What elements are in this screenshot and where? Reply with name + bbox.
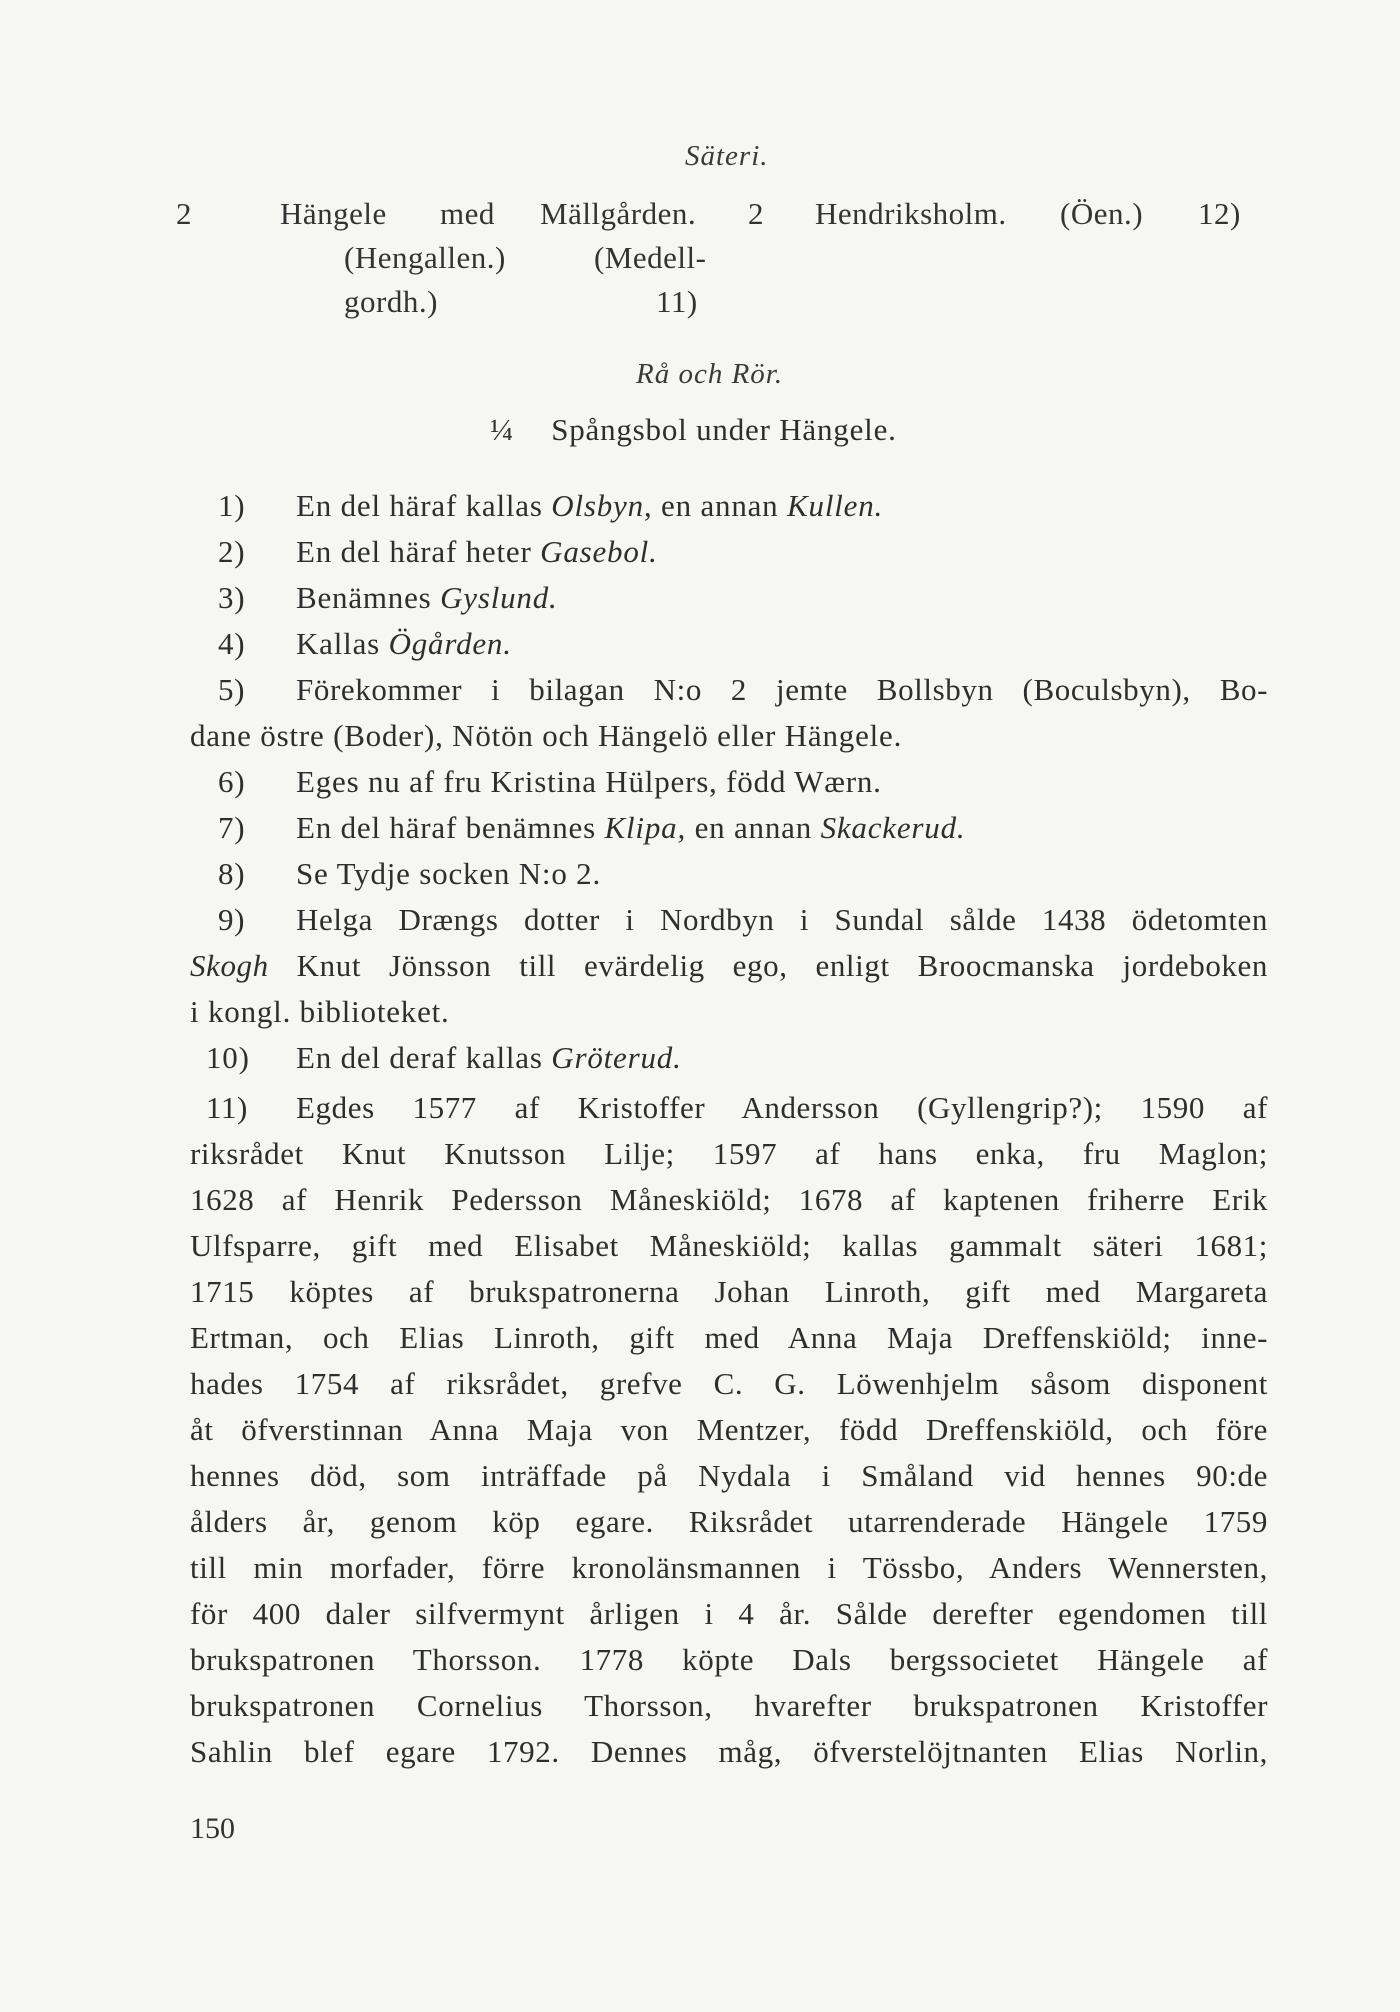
footnote-number: 6) [218,764,246,799]
sateri-alt-medell: (Medell- [594,240,707,275]
footnote-1 [218,488,883,524]
footnote-number: 8) [218,856,246,891]
footnote-11-line: 1715 köptes af brukspatronerna Johan Linroth, gift med Margareta [190,1274,1268,1309]
footnote-place-name: Olsbyn, [551,488,653,523]
footnote-number: 10) [206,1040,250,1075]
footnote-text: En del häraf benämnes [296,810,596,845]
footnote-text: en annan [661,488,779,523]
footnote-text: Se Tydje socken N:o 2. [296,856,602,891]
sateri-count-2: 2 [748,196,764,231]
footnote-number: 1) [218,488,246,523]
footnote-11-line: hennes död, som inträffade på Nydala i Småland vid hennes 90:de [190,1458,1268,1493]
footnote-place-name: Skackerud. [820,810,966,845]
sateri-count-1: 2 [176,196,192,231]
footnote-5-line-2: dane östre (Boder), Nötön och Hängelö eller Hängele. [190,718,903,753]
footnote-7 [218,810,965,846]
ra-och-ror-entry [490,412,897,448]
footnote-10 [206,1040,682,1076]
footnote-11-line: brukspatronen Thorsson. 1778 köpte Dals bergssocietet Hängele af [190,1642,1268,1677]
footnote-text: Kallas [296,626,380,661]
footnote-9-line-1 [218,902,1268,938]
footnote-9-line-3: i kongl. biblioteket. [190,994,450,1029]
footnote-text: En del deraf kallas [296,1040,543,1075]
entry-spangsbol: Spångsbol under Hängele. [551,412,897,447]
footnote-4 [218,626,512,662]
footnote-place-name: Klipa, [604,810,686,845]
footnote-11-line: Ertman, och Elias Linroth, gift med Anna Maja Dreffenskiöld; inne- [190,1320,1268,1355]
footnote-text: Eges nu af fru Kristina Hülpers, född Wærn. [296,764,882,799]
footnote-text: Förekommer i bilagan N:o 2 jemte Bollsbyn (Boculsbyn), Bo- [296,672,1268,707]
footnote-text: En del häraf heter [296,534,532,569]
sateri-name-hangele: Hängele [280,196,387,231]
footnote-number: 3) [218,580,246,615]
sateri-footnote-ref-11: 11) [656,284,698,319]
footnote-11-line: riksrådet Knut Knutsson Lilje; 1597 af hans enka, fru Maglon; [190,1136,1268,1171]
footnote-11-line: Sahlin blef egare 1792. Dennes måg, öfverstelöjtnanten Elias Norlin, [190,1734,1268,1769]
section-heading-ra-och-ror: Rå och Rör. [636,358,784,390]
footnote-11-line: åt öfverstinnan Anna Maja von Mentzer, född Dreffenskiöld, och före [190,1412,1268,1447]
footnote-11-line: 1628 af Henrik Pedersson Måneskiöld; 1678 af kaptenen friherre Erik [190,1182,1268,1217]
page-number: 150 [190,1812,235,1845]
footnote-11-line: brukspatronen Cornelius Thorsson, hvarefter brukspatronen Kristoffer [190,1688,1268,1723]
footnote-number: 2) [218,534,246,569]
footnote-place-name: Gröterud. [551,1040,682,1075]
footnote-text: Benämnes [296,580,432,615]
footnote-place-name: Skogh [190,948,269,983]
footnote-place-name: Kullen. [787,488,884,523]
footnote-text: Helga Drængs dotter i Nordbyn i Sundal sålde 1438 ödetomten [296,902,1268,937]
footnote-3 [218,580,558,616]
footnote-9-line-2 [190,948,1268,984]
footnote-6 [218,764,882,800]
footnote-11-line: för 400 daler silfvermynt årligen i 4 år. Sålde derefter egendomen till [190,1596,1268,1631]
footnote-number: 7) [218,810,246,845]
footnote-11-line: hades 1754 af riksrådet, grefve C. G. Löwenhjelm såsom disponent [190,1366,1268,1401]
footnote-place-name: Gasebol. [540,534,658,569]
footnote-place-name: Gyslund. [440,580,558,615]
footnote-11-line-1 [206,1090,1268,1126]
footnote-8 [218,856,601,892]
footnote-11-line: ålders år, genom köp egare. Riksrådet utarrenderade Hängele 1759 [190,1504,1268,1539]
footnote-2 [218,534,658,570]
footnote-place-name: Ögården. [388,626,512,661]
fraction-quarter: ¼ [490,412,515,447]
sateri-alt-hengallen: (Hengallen.) [344,240,506,275]
footnote-number: 9) [218,902,246,937]
footnote-5-line-1 [218,672,1268,708]
footnote-text: Egdes 1577 af Kristoffer Andersson (Gyllengrip?); 1590 af [296,1090,1268,1125]
sateri-name-hendriksholm: Hendriksholm. [815,196,1007,231]
footnote-number: 5) [218,672,246,707]
footnote-11-line: Ulfsparre, gift med Elisabet Måneskiöld; kallas gammalt säteri 1681; [190,1228,1268,1263]
footnote-11-line: till min morfader, förre kronolänsmannen i Tössbo, Anders Wennersten, [190,1550,1268,1585]
footnote-text: En del häraf kallas [296,488,543,523]
footnote-text: Knut Jönsson till evärdelig ego, enligt Broocmanska jordeboken [296,948,1268,983]
sateri-connector-med: med [440,196,495,231]
section-heading-sateri: Säteri. [685,140,769,172]
sateri-footnote-ref-12: 12) [1198,196,1241,231]
sateri-name-mallgarden: Mällgården. [540,196,697,231]
sateri-alt-gordh: gordh.) [344,284,438,319]
footnote-text: en annan [694,810,812,845]
sateri-alt-oen: (Öen.) [1060,196,1144,231]
footnote-number: 4) [218,626,246,661]
footnote-number: 11) [206,1090,248,1125]
